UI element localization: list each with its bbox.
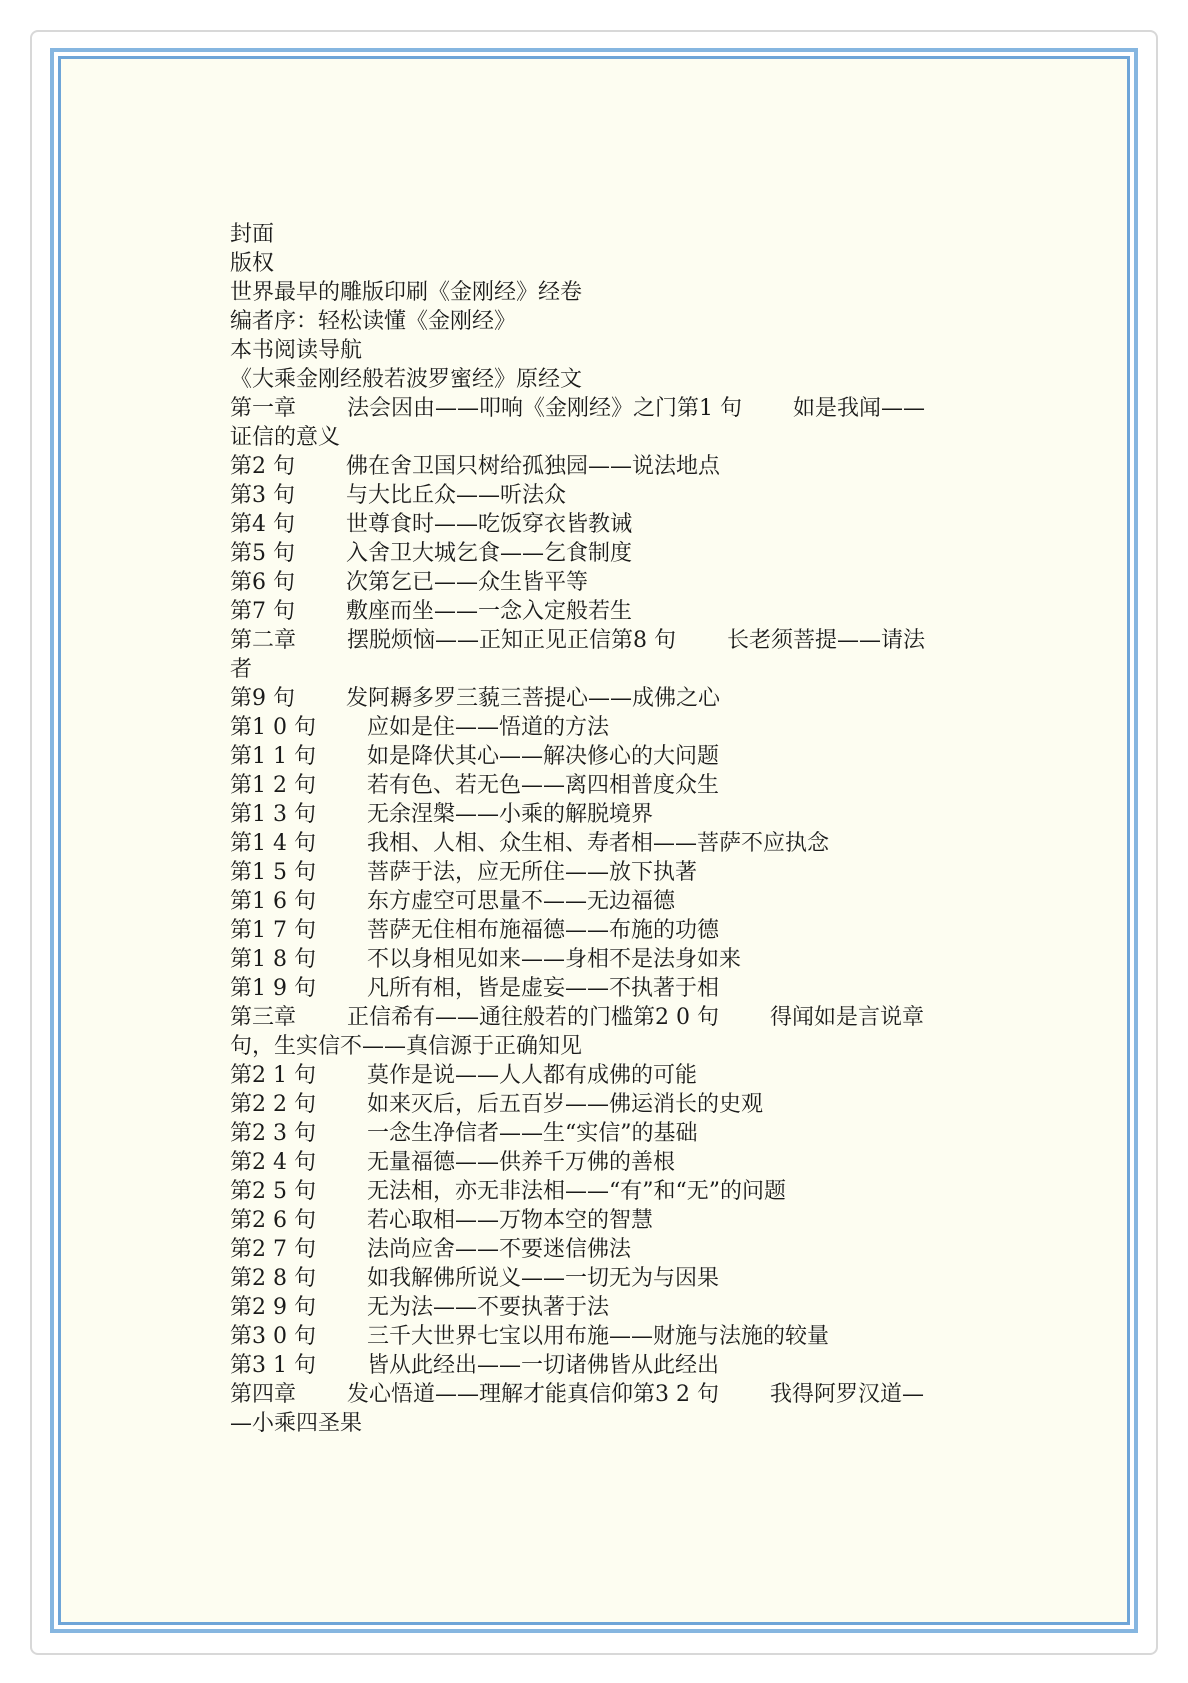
toc-line: —小乘四圣果: [230, 1411, 363, 1436]
toc-line: 第1 9 句 凡所有相，皆是虚妄——不执著于相: [230, 976, 719, 1001]
toc-line: 第1 3 句 无余涅槃——小乘的解脱境界: [230, 802, 653, 827]
toc-line: 第7 句 敷座而坐——一念入定般若生: [230, 599, 632, 624]
toc-line: 第1 5 句 菩萨于法，应无所住——放下执著: [230, 860, 697, 885]
toc-line: 第2 8 句 如我解佛所说义——一切无为与因果: [230, 1266, 719, 1291]
toc-line: 第一章 法会因由——叩响《金刚经》之门第1 句 如是我闻——: [230, 396, 925, 421]
toc-line: 版权: [230, 251, 275, 276]
toc-line: 《大乘金刚经般若波罗蜜经》原经文: [230, 367, 583, 392]
table-of-contents: [230, 220, 970, 1438]
toc-line: 本书阅读导航: [230, 338, 363, 363]
toc-line: 第2 3 句 一念生净信者——生“实信”的基础: [230, 1121, 698, 1146]
toc-line: 第1 4 句 我相、人相、众生相、寿者相——菩萨不应执念: [230, 831, 829, 856]
toc-line: 第2 5 句 无法相，亦无非法相——“有”和“无”的问题: [230, 1179, 786, 1204]
toc-line: 第5 句 入舍卫大城乞食——乞食制度: [230, 541, 632, 566]
toc-line: 封面: [230, 222, 275, 247]
toc-line: 第二章 摆脱烦恼——正知正见正信第8 句 长老须菩提——请法: [230, 628, 925, 653]
toc-line: 第2 7 句 法尚应舍——不要迷信佛法: [230, 1237, 631, 1262]
toc-line: 第四章 发心悟道——理解才能真信仰第3 2 句 我得阿罗汉道—: [230, 1382, 924, 1407]
toc-line: 第4 句 世尊食时——吃饭穿衣皆教诫: [230, 512, 632, 537]
toc-line: 者: [230, 657, 253, 682]
toc-line: 第2 6 句 若心取相——万物本空的智慧: [230, 1208, 653, 1233]
toc-line: 第2 4 句 无量福德——供养千万佛的善根: [230, 1150, 675, 1175]
toc-line: 第9 句 发阿耨多罗三藐三菩提心——成佛之心: [230, 686, 720, 711]
toc-line: 第2 1 句 莫作是说——人人都有成佛的可能: [230, 1063, 697, 1088]
toc-line: 第1 8 句 不以身相见如来——身相不是法身如来: [230, 947, 741, 972]
toc-line: 第1 2 句 若有色、若无色——离四相普度众生: [230, 773, 719, 798]
toc-line: 第2 2 句 如来灭后，后五百岁——佛运消长的史观: [230, 1092, 763, 1117]
toc-line: 第3 句 与大比丘众——听法众: [230, 483, 566, 508]
toc-line: 第1 7 句 菩萨无住相布施福德——布施的功德: [230, 918, 719, 943]
toc-line: 第3 0 句 三千大世界七宝以用布施——财施与法施的较量: [230, 1324, 829, 1349]
toc-line: 世界最早的雕版印刷《金刚经》经卷: [230, 280, 583, 305]
toc-line: 第三章 正信希有——通往般若的门槛第2 0 句 得闻如是言说章: [230, 1005, 924, 1030]
toc-line: 第3 1 句 皆从此经出——一切诸佛皆从此经出: [230, 1353, 719, 1378]
toc-line: 第1 1 句 如是降伏其心——解决修心的大问题: [230, 744, 719, 769]
toc-line: 编者序：轻松读懂《金刚经》: [230, 309, 517, 334]
toc-line: 第6 句 次第乞已——众生皆平等: [230, 570, 588, 595]
toc-line: 第1 0 句 应如是住——悟道的方法: [230, 715, 609, 740]
toc-line: 证信的意义: [230, 425, 341, 450]
toc-line: 第2 句 佛在舍卫国只树给孤独园——说法地点: [230, 454, 720, 479]
toc-line: 第1 6 句 东方虚空可思量不——无边福德: [230, 889, 675, 914]
toc-line: 第2 9 句 无为法——不要执著于法: [230, 1295, 609, 1320]
toc-line: 句，生实信不——真信源于正确知见: [230, 1034, 583, 1059]
